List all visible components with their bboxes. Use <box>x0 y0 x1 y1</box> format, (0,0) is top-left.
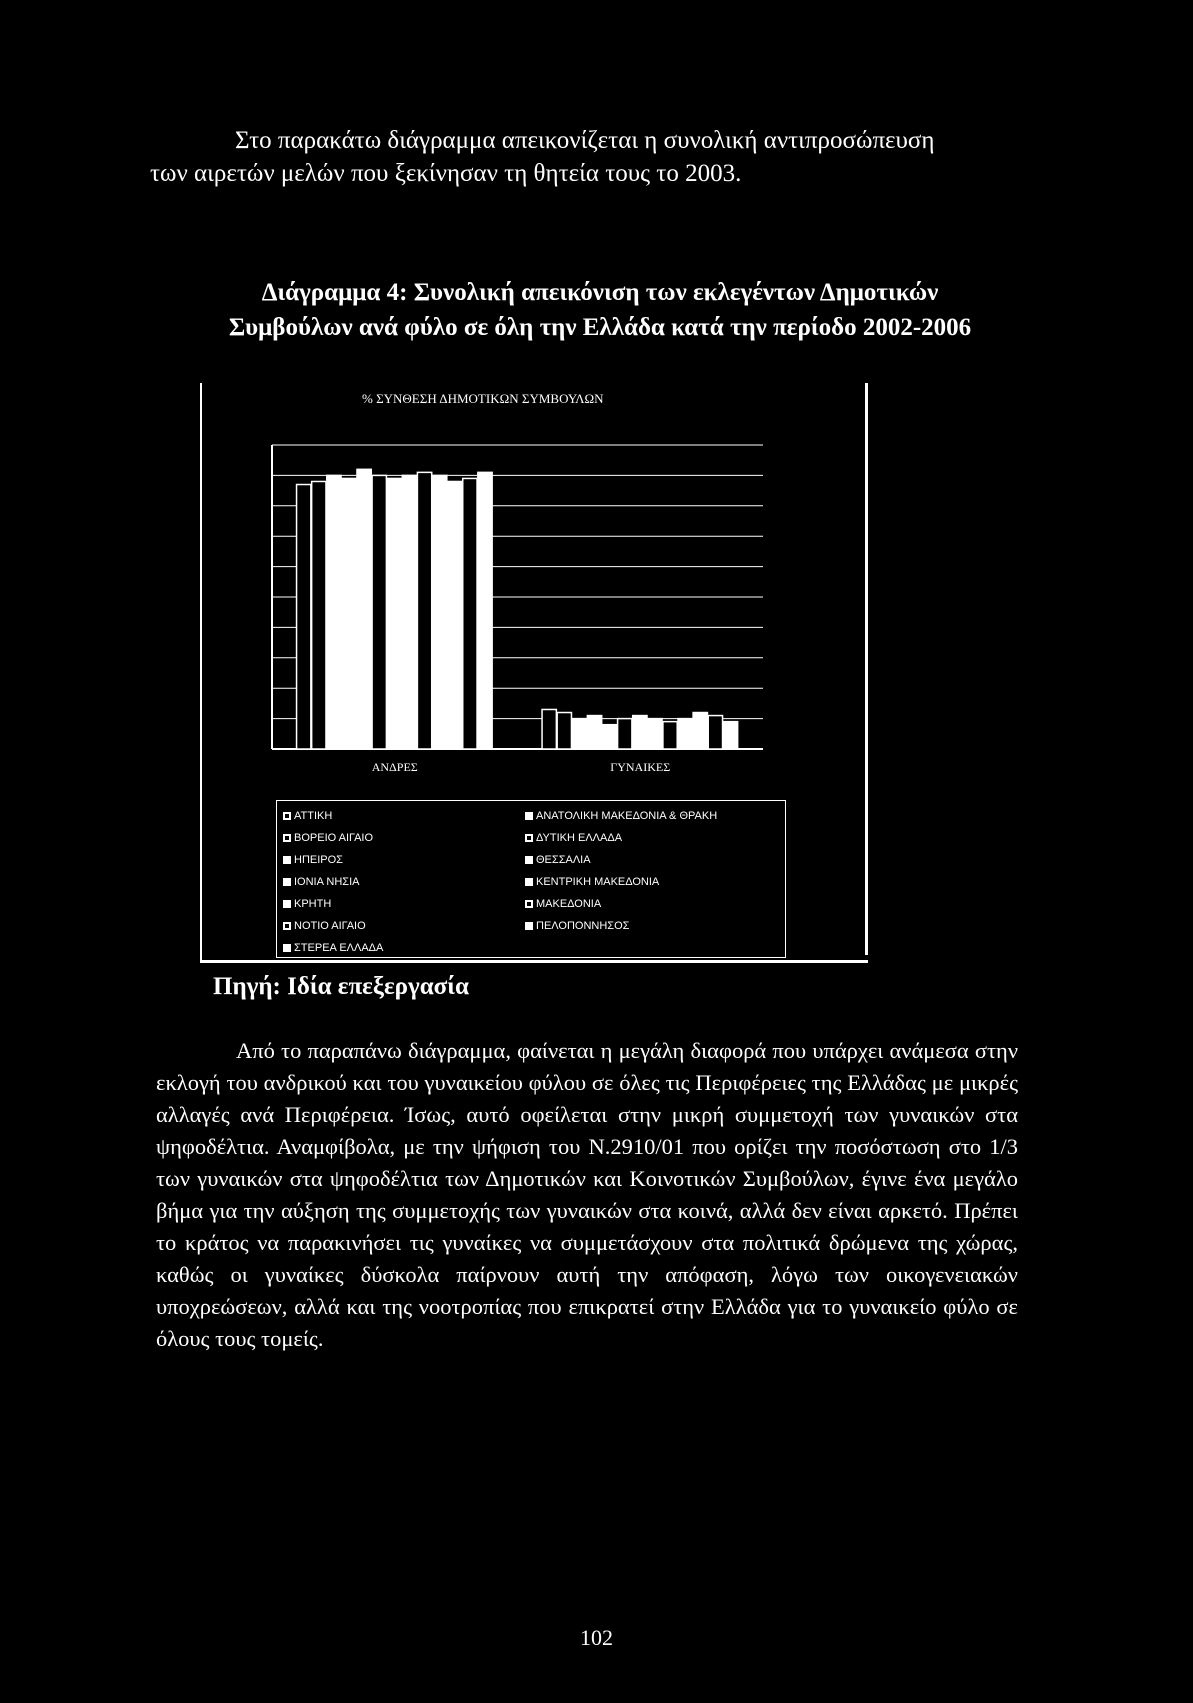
bar-0-12 <box>478 472 492 749</box>
bar-chart <box>200 383 868 803</box>
bar-1-7 <box>648 719 662 749</box>
legend-label: ΣΤΕΡΕΑ ΕΛΛΑΔΑ <box>294 942 384 954</box>
legend-swatch <box>283 856 291 864</box>
intro-line-2: των αιρετών μελών που ξεκίνησαν τη θητεία τους το 2003. <box>150 160 742 187</box>
bar-0-4 <box>357 469 371 749</box>
legend-label: ΝΟΤΙΟ ΑΙΓΑΙΟ <box>294 920 366 932</box>
legend-swatch <box>525 856 533 864</box>
legend-swatch <box>525 900 533 908</box>
legend-item <box>283 827 383 849</box>
legend-label: ΘΕΣΣΑΛΙΑ <box>536 854 591 866</box>
bar-1-11 <box>708 716 722 749</box>
legend-swatch <box>283 878 291 886</box>
bar-1-0 <box>542 709 556 749</box>
legend-swatch <box>283 812 291 820</box>
legend-item <box>283 871 383 893</box>
legend-swatch <box>525 834 533 842</box>
bar-1-12 <box>723 722 737 749</box>
bar-0-10 <box>448 481 462 749</box>
legend-swatch <box>283 922 291 930</box>
bar-1-9 <box>678 719 692 749</box>
legend-swatch <box>283 834 291 842</box>
legend-label: ΔΥΤΙΚΗ ΕΛΛΑΔΑ <box>536 832 623 844</box>
legend-item <box>283 849 383 871</box>
legend-item <box>525 805 717 827</box>
legend-swatch <box>525 922 533 930</box>
page-number: 102 <box>580 1625 613 1650</box>
bar-0-1 <box>312 481 326 749</box>
bar-0-0 <box>297 485 311 749</box>
legend-item <box>283 915 383 937</box>
bar-1-6 <box>633 716 647 749</box>
bar-0-3 <box>342 478 356 749</box>
source-note: Πηγή: Ιδία επεξεργασία <box>213 973 469 1000</box>
chart-legend <box>276 800 786 958</box>
chart-title: % ΣΥΝΘΕΣΗ ΔΗΜΟΤΙΚΩΝ ΣΥΜΒΟΥΛΩΝ <box>362 391 604 406</box>
intro-text <box>150 124 1035 190</box>
legend-swatch <box>525 878 533 886</box>
intro-line-1: Στο παρακάτω διάγραμμα απεικονίζεται η συνολική αντιπροσώπευση <box>235 127 935 154</box>
bar-0-6 <box>387 478 401 749</box>
legend-item <box>525 893 717 915</box>
figure-caption-line-1: Διάγραμμα 4: Συνολική απεικόνιση των εκλεγέντων Δημοτικών <box>261 279 939 306</box>
category-label: ΓΥΝΑΙΚΕΣ <box>610 760 671 774</box>
legend-label: ΚΕΝΤΡΙΚΗ ΜΑΚΕΔΟΝΙΑ <box>536 876 660 888</box>
bar-0-5 <box>372 475 386 749</box>
bar-1-3 <box>587 716 601 749</box>
legend-swatch <box>525 812 533 820</box>
bar-0-8 <box>417 472 431 749</box>
bar-1-2 <box>572 719 586 749</box>
chart-frame-bottom <box>200 960 868 963</box>
bar-0-9 <box>433 475 447 749</box>
body-text <box>156 1035 1018 1355</box>
bar-1-5 <box>618 719 632 749</box>
legend-label: ΜΑΚΕΔΟΝΙΑ <box>536 898 602 910</box>
legend-item <box>525 849 717 871</box>
legend-label: ΒΟΡΕΙΟ ΑΙΓΑΙΟ <box>294 832 374 844</box>
legend-label: ΙΟΝΙΑ ΝΗΣΙΑ <box>294 876 360 888</box>
body-paragraph: Από το παραπάνω διάγραμμα, φαίνεται η μεγάλη διαφορά που υπάρχει ανάμεσα στην εκλογή του ανδρικού και του γυναικείου φύλου σε όλες τις Περιφέρειες της Ελλάδας με μικρές αλλαγές ανά Περιφέρεια. Ίσως, αυτό οφείλεται στην μικρή συμμετοχή των γυναικών στα ψηφοδέλτια. Αναμφίβολα, με την ψήφιση του Ν.2910/01 που ορίζει την ποσόστωση στο 1/3 των γυναικών στα ψηφοδέλτια των Δημοτικών και Κοινοτικών Συμβούλων, έγινε ένα μεγάλο βήμα για την αύξηση της συμμετοχής των γυναικών στα κοινά, αλλά δεν είναι αρκετό. Πρέπει το κράτος να παρακινήσει τις γυναίκες να συμμετάσχουν στα πολιτικά δρώμενα της χώρας, καθώς οι γυναίκες δύσκολα παίρνουν αυτή την απόφαση, λόγω των οικογενειακών υποχρεώσεων, αλλά και της νοοτροπίας που επικρατεί στην Ελλάδα για το γυναικείο φύλο σε όλους τους τομείς. <box>156 1038 1018 1351</box>
category-label: ΑΝΔΡΕΣ <box>371 760 418 774</box>
legend-swatch <box>283 944 291 952</box>
legend-item <box>283 937 383 959</box>
legend-label: ΚΡΗΤΗ <box>294 898 332 910</box>
figure-caption-line-2: Συμβούλων ανά φύλο σε όλη την Ελλάδα κατά την περίοδο 2002-2006 <box>228 314 972 341</box>
legend-label: ΑΤΤΙΚΗ <box>294 810 333 822</box>
legend-label: ΠΕΛΟΠΟΝΝΗΣΟΣ <box>536 920 630 932</box>
bar-1-4 <box>602 725 616 749</box>
legend-item <box>525 871 717 893</box>
bar-1-8 <box>663 722 677 749</box>
legend-column-left <box>283 805 383 959</box>
bar-1-10 <box>693 713 707 749</box>
bar-0-7 <box>402 475 416 749</box>
legend-item <box>283 805 383 827</box>
bar-0-11 <box>463 478 477 749</box>
legend-label: ΗΠΕΙΡΟΣ <box>294 854 343 866</box>
legend-item <box>525 827 717 849</box>
legend-item <box>283 893 383 915</box>
bar-0-2 <box>327 475 341 749</box>
legend-item <box>525 915 717 937</box>
legend-column-right <box>525 805 717 937</box>
bar-1-1 <box>557 713 571 749</box>
legend-swatch <box>283 900 291 908</box>
legend-label: ΑΝΑΤΟΛΙΚΗ ΜΑΚΕΔΟΝΙΑ & ΘΡΑΚΗ <box>536 810 718 822</box>
figure-caption <box>150 275 1050 345</box>
